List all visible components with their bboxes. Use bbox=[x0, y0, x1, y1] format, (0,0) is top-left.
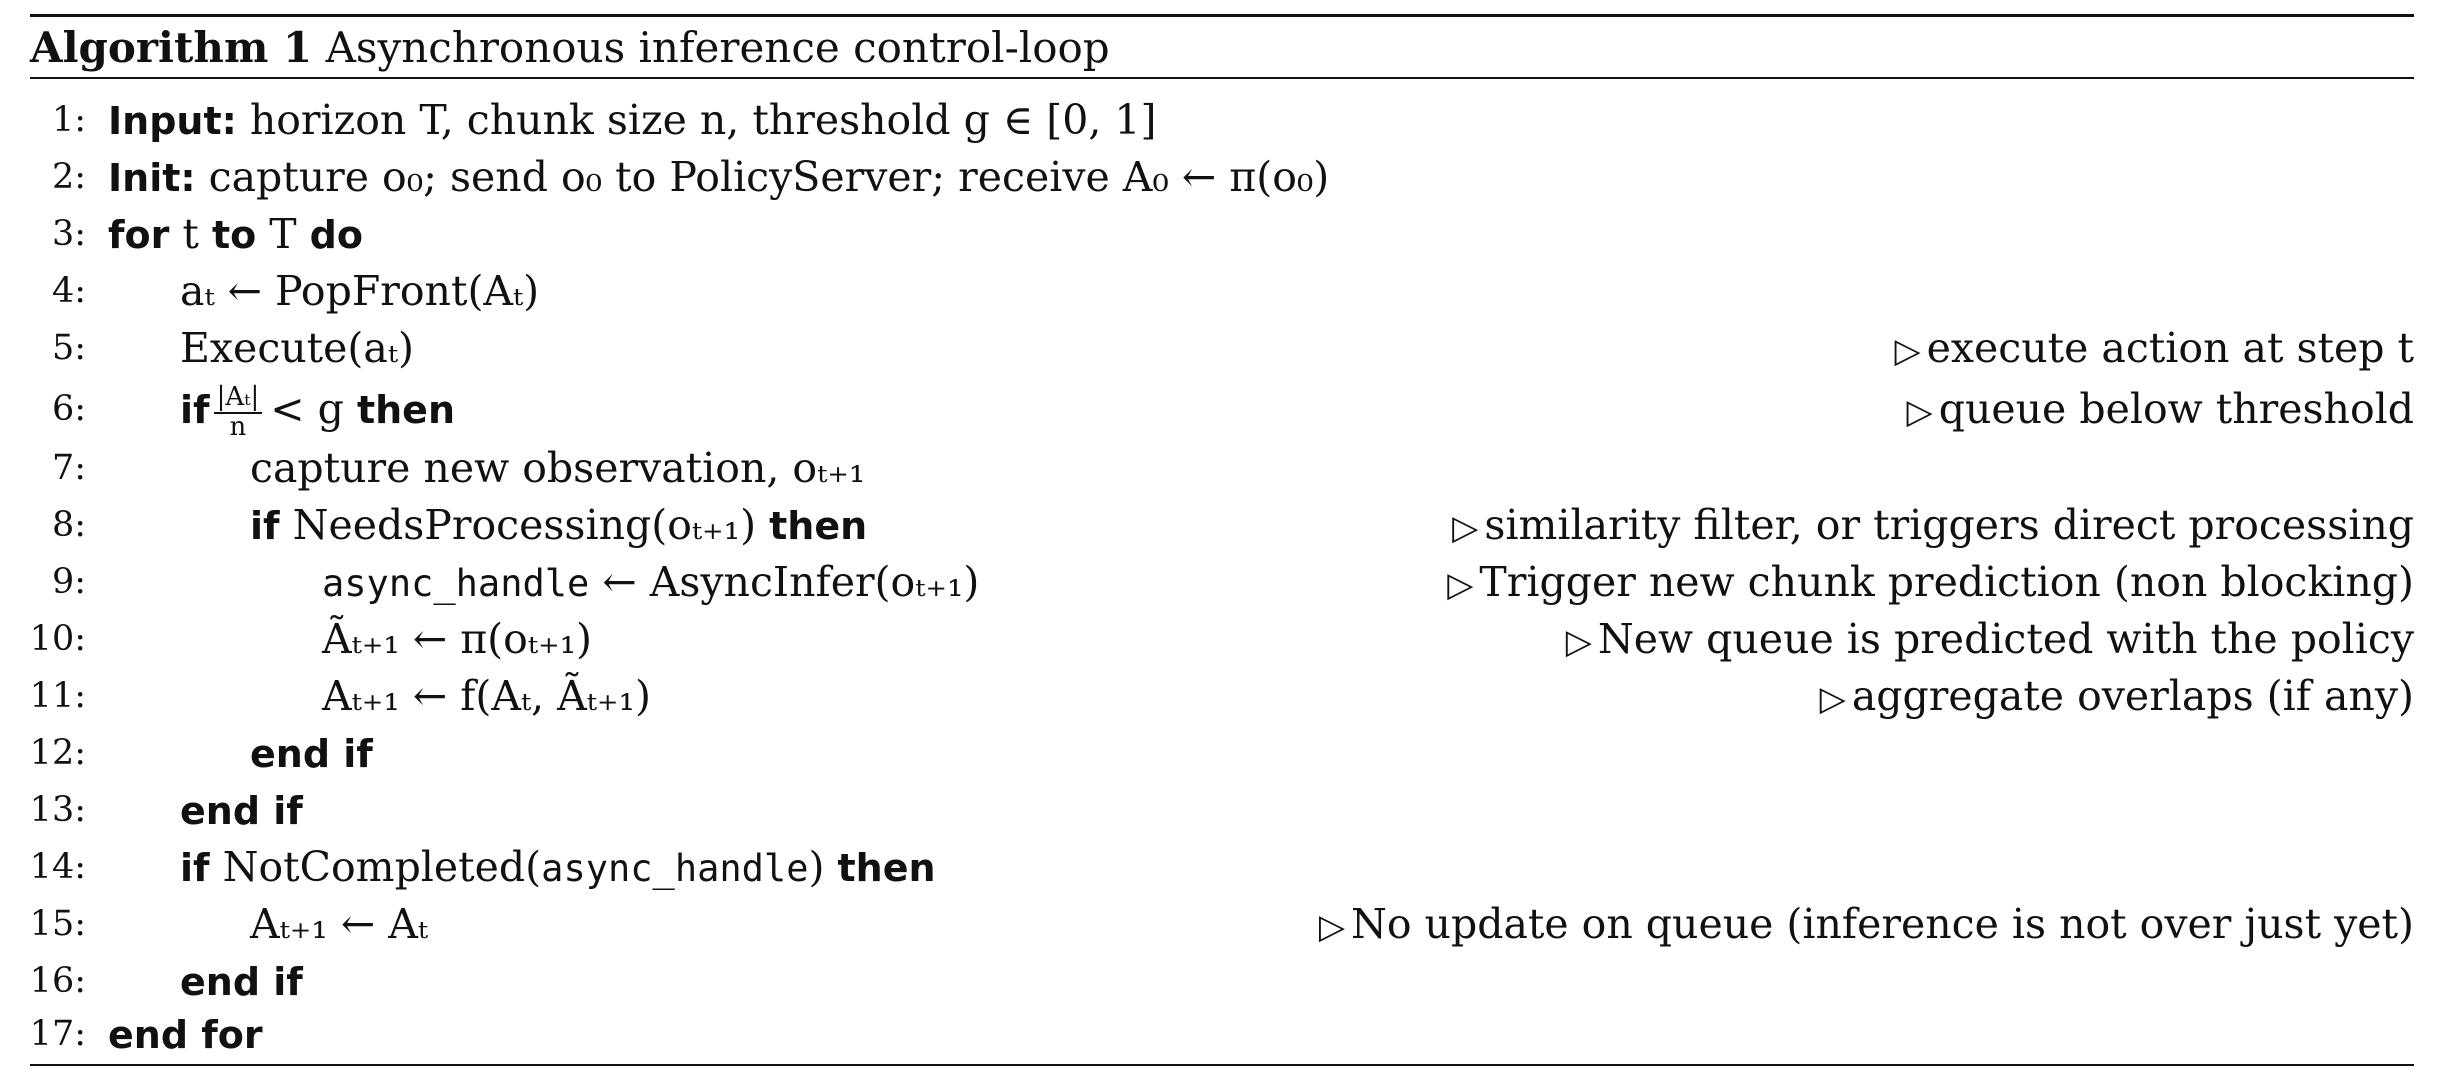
line-code: capture new observation, oₜ₊₁ bbox=[250, 444, 866, 492]
line-code bbox=[250, 497, 867, 554]
title-rule bbox=[30, 77, 2414, 79]
keyword: to bbox=[211, 213, 257, 257]
algorithm-title bbox=[30, 19, 1110, 77]
line-number: 12: bbox=[29, 733, 86, 773]
line-6 bbox=[0, 381, 2444, 442]
code-identifier: async_handle bbox=[541, 847, 809, 890]
comment-text: aggregate overlaps (if any) bbox=[1851, 672, 2414, 720]
statement: NeedsProcessing(oₜ₊₁) bbox=[279, 501, 770, 549]
bottom-rule bbox=[30, 1064, 2414, 1066]
line-2 bbox=[0, 149, 2444, 205]
line-number: 4: bbox=[51, 271, 86, 311]
keyword: end if bbox=[180, 789, 303, 833]
line-11 bbox=[0, 668, 2444, 724]
fraction-denominator: n bbox=[229, 411, 247, 442]
line-9 bbox=[0, 554, 2444, 610]
line-comment bbox=[1907, 381, 2414, 440]
comment-text: New queue is predicted with the policy bbox=[1597, 615, 2414, 663]
statement: T bbox=[256, 210, 310, 258]
line-comment bbox=[1319, 896, 2414, 955]
comment-text: similarity filter, or triggers direct processing bbox=[1484, 501, 2414, 549]
algorithm-name: Asynchronous inference control-loop bbox=[325, 23, 1110, 72]
line-13 bbox=[0, 782, 2444, 838]
comment-text: queue below threshold bbox=[1938, 385, 2414, 433]
line-code bbox=[108, 206, 363, 263]
line-code bbox=[180, 782, 303, 839]
line-8 bbox=[0, 497, 2444, 553]
statement: ← AsyncInfer(oₜ₊₁) bbox=[589, 558, 980, 606]
keyword: if bbox=[250, 504, 280, 548]
comment-triangle-icon: ▷ bbox=[1452, 508, 1479, 548]
comment-triangle-icon: ▷ bbox=[1894, 331, 1921, 371]
line-number: 13: bbox=[29, 790, 86, 830]
line-3 bbox=[0, 206, 2444, 262]
line-15 bbox=[0, 896, 2444, 952]
line-17 bbox=[0, 1006, 2444, 1062]
keyword: if bbox=[180, 388, 210, 432]
line-1 bbox=[0, 92, 2444, 148]
line-code bbox=[108, 1006, 263, 1063]
line-number: 7: bbox=[51, 448, 86, 488]
line-16 bbox=[0, 953, 2444, 1009]
line-14 bbox=[0, 839, 2444, 895]
fraction-numerator: |Aₜ| bbox=[214, 384, 263, 413]
line-code: Aₜ₊₁ ← Aₜ bbox=[250, 900, 428, 948]
line-7 bbox=[0, 440, 2444, 496]
line-code bbox=[108, 149, 1329, 206]
line-number: 9: bbox=[51, 562, 86, 602]
line-number: 6: bbox=[51, 389, 86, 429]
line-code bbox=[180, 839, 936, 897]
comment-triangle-icon: ▷ bbox=[1819, 679, 1846, 719]
keyword: then bbox=[356, 388, 455, 432]
statement: ) bbox=[808, 843, 838, 891]
keyword: Input: bbox=[108, 99, 237, 143]
line-code bbox=[250, 725, 373, 782]
line-number: 10: bbox=[29, 619, 86, 659]
line-code bbox=[180, 953, 303, 1010]
keyword: end if bbox=[180, 960, 303, 1004]
top-rule bbox=[30, 14, 2414, 17]
keyword: for bbox=[108, 213, 170, 257]
fraction bbox=[214, 384, 263, 441]
line-number: 11: bbox=[29, 676, 86, 716]
line-5 bbox=[0, 320, 2444, 376]
statement: NotCompleted( bbox=[209, 843, 542, 891]
comment-text: execute action at step t bbox=[1926, 324, 2414, 372]
comment-triangle-icon: ▷ bbox=[1906, 392, 1933, 432]
line-code: Ãₜ₊₁ ← π(oₜ₊₁) bbox=[322, 615, 593, 663]
line-number: 5: bbox=[51, 328, 86, 368]
line-12 bbox=[0, 725, 2444, 781]
line-number: 15: bbox=[29, 904, 86, 944]
line-comment bbox=[1820, 668, 2414, 727]
line-comment bbox=[1452, 497, 2414, 556]
keyword: then bbox=[837, 846, 936, 890]
statement: horizon T, chunk size n, threshold g ∈ [0, 1] bbox=[236, 96, 1157, 144]
comment-triangle-icon: ▷ bbox=[1447, 565, 1474, 605]
line-comment bbox=[1566, 611, 2414, 670]
line-code: aₜ ← PopFront(Aₜ) bbox=[180, 267, 540, 315]
keyword: do bbox=[309, 213, 363, 257]
comment-triangle-icon: ▷ bbox=[1565, 622, 1592, 662]
line-number: 14: bbox=[29, 847, 86, 887]
line-comment bbox=[1894, 320, 2414, 379]
keyword: then bbox=[769, 504, 868, 548]
statement: t bbox=[169, 210, 212, 258]
statement: capture o₀; send o₀ to PolicyServer; receive A₀ ← π(o₀) bbox=[195, 153, 1330, 201]
comment-text: No update on queue (inference is not over just yet) bbox=[1350, 900, 2414, 948]
line-comment bbox=[1447, 554, 2414, 613]
line-number: 8: bbox=[51, 505, 86, 545]
keyword: end if bbox=[250, 732, 373, 776]
statement: < g bbox=[270, 385, 357, 433]
line-code bbox=[108, 92, 1157, 149]
line-number: 17: bbox=[29, 1014, 86, 1054]
line-code: Execute(aₜ) bbox=[180, 324, 414, 372]
line-number: 1: bbox=[51, 100, 86, 140]
line-10 bbox=[0, 611, 2444, 667]
comment-text: Trigger new chunk prediction (non blocking) bbox=[1479, 558, 2414, 606]
keyword: end for bbox=[108, 1013, 263, 1057]
keyword: Init: bbox=[108, 156, 196, 200]
code-identifier: async_handle bbox=[322, 562, 590, 605]
comment-triangle-icon: ▷ bbox=[1318, 907, 1345, 947]
line-4 bbox=[0, 263, 2444, 319]
line-code: Aₜ₊₁ ← f(Aₜ, Ãₜ₊₁) bbox=[322, 672, 651, 720]
line-number: 16: bbox=[29, 961, 86, 1001]
keyword: if bbox=[180, 846, 210, 890]
line-number: 3: bbox=[51, 214, 86, 254]
line-number: 2: bbox=[51, 157, 86, 197]
algorithm-label: Algorithm 1 bbox=[30, 23, 313, 72]
line-code bbox=[322, 554, 979, 612]
line-code bbox=[180, 381, 455, 441]
